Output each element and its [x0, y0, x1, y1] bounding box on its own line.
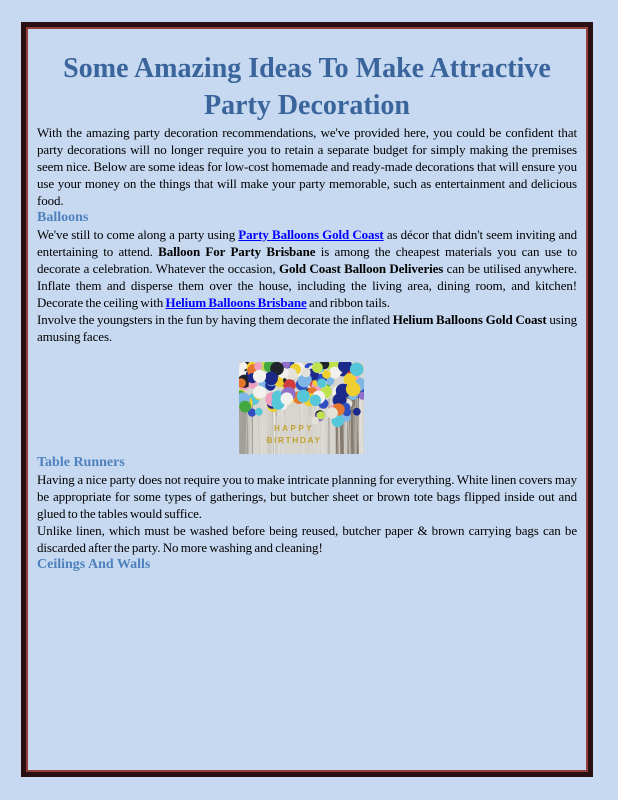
page-title [37, 50, 577, 124]
happy-birthday-banner-line-2: BIRTHDAY [265, 435, 322, 445]
intro-paragraph: With the amazing party decoration recommendations, we've provided here, you could be confident that party decorations will no longer require you to retain a separate budget for simply making the premises seem nice. Below are some ideas for low-cost homemade and ready-made decorations that will ensure you use your money on the things that will make your party memorable, such as entertainment and delicious food. [37, 125, 577, 208]
text-run: Involve the youngsters in the fun by having them decorate the inflated [37, 312, 393, 327]
text-run: is among the cheapest materials you can use to decorate a celebration. Whatever the occasion, [37, 244, 577, 276]
balloons-paragraph-1 [37, 226, 577, 311]
bold-keyword-balloon-for-party-brisbane: Balloon For Party Brisbane [158, 244, 316, 259]
section-heading-balloons: Balloons [37, 210, 89, 225]
section-heading-table-runners: Table Runners [37, 455, 125, 470]
text-run: and ribbon tails. [306, 295, 390, 310]
page-title-line-2: Party Decoration [203, 90, 411, 121]
balloons-paragraph-2 [37, 311, 577, 345]
link-party-balloons-gold-coast[interactable]: Party Balloons Gold Coast [238, 227, 384, 242]
table-runners-paragraph-2: Unlike linen, which must be washed before being reused, butcher paper & brown carrying bags can be discarded after the party. No more washing and cleaning! [37, 523, 577, 555]
text-run: We've still to come along a party using [37, 227, 239, 242]
bold-keyword-gold-coast-balloon-deliveries: Gold Coast Balloon Deliveries [278, 261, 444, 276]
document-page [26, 27, 588, 772]
link-helium-balloons-brisbane[interactable]: Helium Balloons Brisbane [165, 295, 307, 310]
text-run: as décor that didn't seem inviting and entertaining to attend. [37, 227, 578, 259]
text-run: using amusing faces. [37, 312, 577, 344]
section-heading-ceilings-and-walls: Ceilings And Walls [37, 557, 151, 572]
happy-birthday-banner-line-1: HAPPY [273, 424, 314, 433]
balloons-photo [239, 362, 364, 454]
document-frame [21, 22, 593, 777]
balloons-photo-image [239, 362, 364, 454]
table-runners-paragraph-1: Having a nice party does not require you to make intricate planning for everything. White linen covers may be appropriate for some types of gatherings, but butcher sheet or brown tote bags flipped inside out and glued to the tables would suffice. [37, 472, 577, 521]
page-title-line-1: Some Amazing Ideas To Make Attractive [63, 53, 551, 84]
text-run: can be utilised anywhere. Inflate them and disperse them over the house, including the living area, dining room, and kitchen! Decorate the ceiling with [37, 261, 578, 310]
bold-keyword-helium-balloons-gold-coast: Helium Balloons Gold Coast [392, 312, 547, 327]
